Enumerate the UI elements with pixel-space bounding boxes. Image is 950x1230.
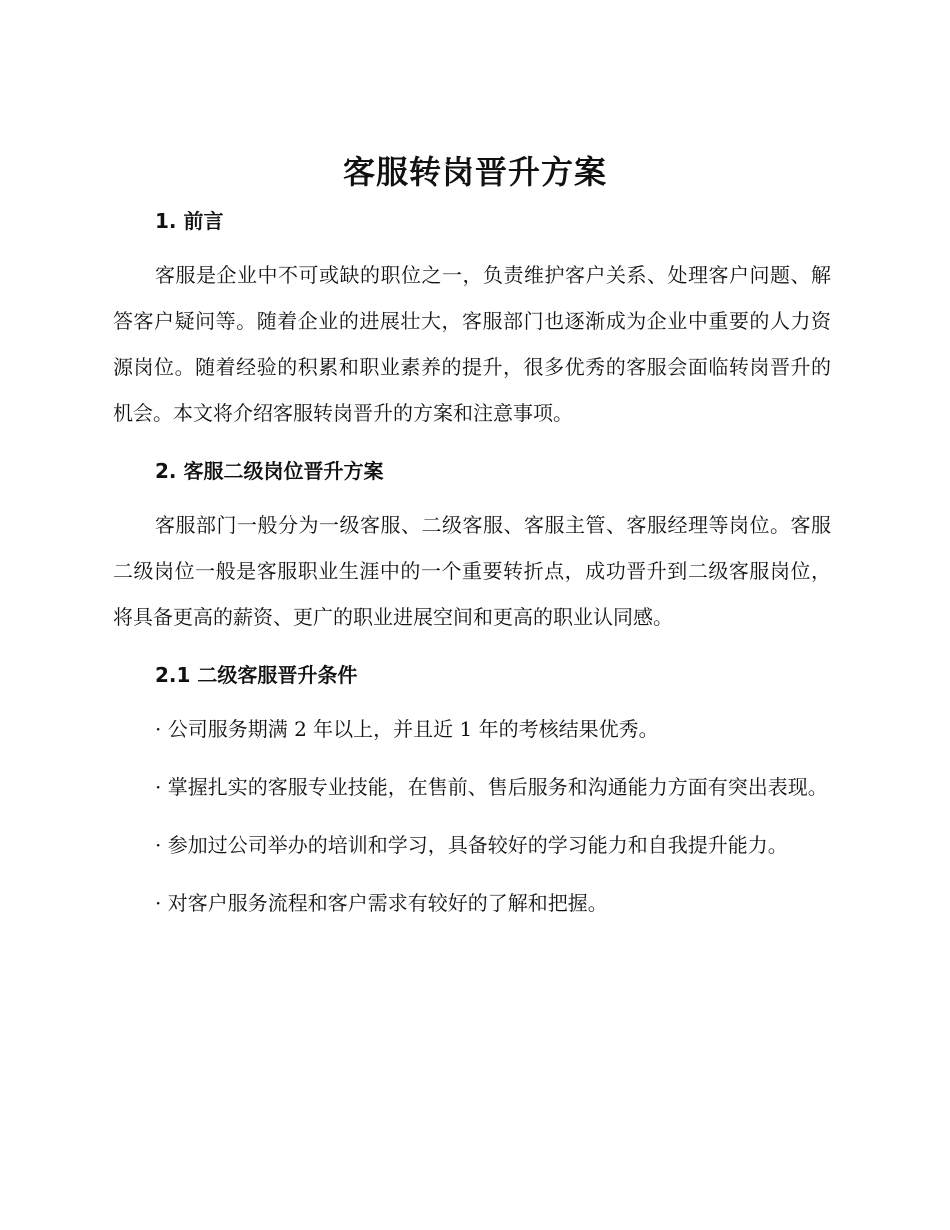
list-item-condition: · 参加过公司举办的培训和学习，具备较好的学习能力和自我提升能力。 — [155, 833, 788, 857]
document-body — [113, 198, 831, 938]
section-heading-level2-promotion: 2. 客服二级岗位晋升方案 — [155, 459, 384, 483]
list-item-condition: · 公司服务期满 2 年以上，并且近 1 年的考核结果优秀。 — [155, 717, 659, 741]
list-item-condition: · 掌握扎实的客服专业技能，在售前、售后服务和沟通能力方面有突出表现。 — [155, 775, 828, 799]
section-heading-promotion-conditions: 2.1 二级客服晋升条件 — [155, 663, 358, 687]
paragraph-level2-promotion: 客服部门一般分为一级客服、二级客服、客服主管、客服经理等岗位。客服二级岗位一般是客服职业生涯中的一个重要转折点，成功晋升到二级客服岗位，将具备更高的薪资、更广的职业进展空间和更高的职业认同感。 — [113, 513, 831, 629]
document-title: 客服转岗晋升方案 — [342, 153, 607, 191]
paragraph-intro: 客服是企业中不可或缺的职位之一，负责维护客户关系、处理客户问题、解答客户疑问等。随着企业的进展壮大，客服部门也逐渐成为企业中重要的人力资源岗位。随着经验的积累和职业素养的提升，很多优秀的客服会面临转岗晋升的机会。本文将介绍客服转岗晋升的方案和注意事项。 — [113, 263, 831, 425]
list-item-condition: · 对客户服务流程和客户需求有较好的了解和把握。 — [155, 891, 608, 915]
section-heading-intro: 1. 前言 — [155, 209, 224, 233]
